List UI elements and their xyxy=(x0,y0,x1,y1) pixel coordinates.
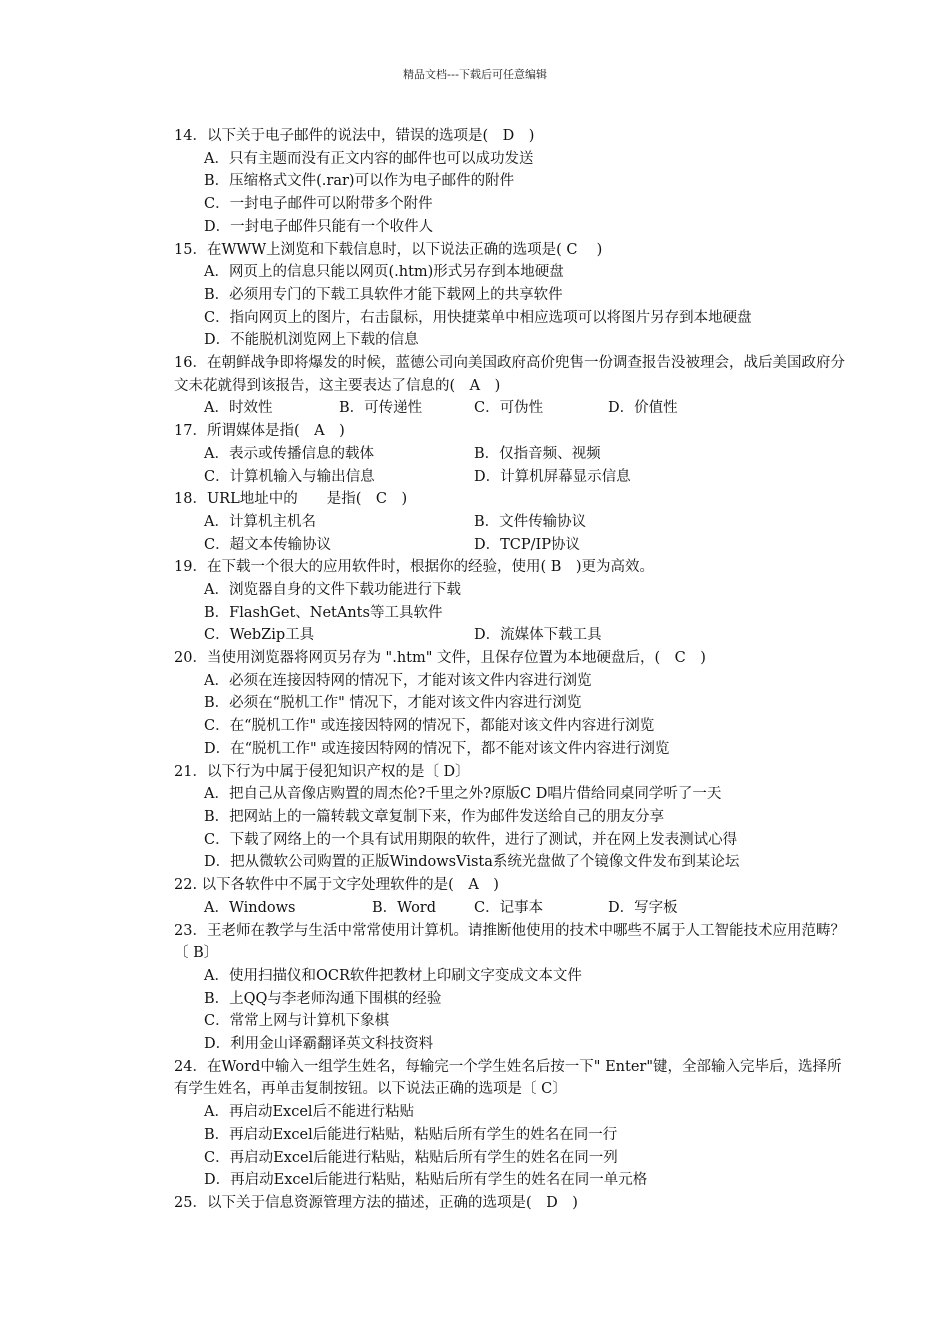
option-a: A．表示或传播信息的载体 xyxy=(204,445,374,462)
question-stem: 21．以下行为中属于侵犯知识产权的是〔 D〕 xyxy=(174,763,470,780)
option-a: A．使用扫描仪和OCR软件把教材上印刷文字变成文本文件 xyxy=(204,967,582,984)
option-a: A．再启动Excel后不能进行粘贴 xyxy=(204,1104,415,1121)
option-d: D．价值性 xyxy=(608,400,678,417)
question-stem: 14．以下关于电子邮件的说法中，错误的选项是( D ) xyxy=(174,128,535,144)
option-d: D．流媒体下载工具 xyxy=(474,627,602,644)
option-b: B．必须在“脱机工作" 情况下，才能对该文件内容进行浏览 xyxy=(204,695,582,712)
question-stem: 23．王老师在教学与生活中常常使用计算机。请推断他使用的技术中哪些不属于人工智能技术应用范畴？〔 B〕 xyxy=(174,922,845,962)
option-c: C．一封电子邮件可以附带多个附件 xyxy=(204,196,433,213)
question-18 xyxy=(174,488,854,556)
option-c: C．指向网页上的图片，右击鼠标，用快捷菜单中相应选项可以将图片另存到本地硬盘 xyxy=(204,309,752,326)
question-17 xyxy=(174,420,854,488)
option-d: D．一封电子邮件只能有一个收件人 xyxy=(204,218,434,235)
question-stem: 20．当使用浏览器将网页另存为 ".htm" 文件，且保存位置为本地硬盘后，( C ) xyxy=(174,650,706,667)
question-stem: 22. 以下各软件中不属于文字处理软件的是( A ) xyxy=(174,877,499,894)
question-15 xyxy=(174,239,854,353)
option-d: D．写字板 xyxy=(608,899,678,916)
option-c: C．WebZip工具 xyxy=(204,627,315,644)
option-d: D．TCP/IP协议 xyxy=(474,536,581,553)
option-b: B．把网站上的一篇转载文章复制下来，作为邮件发送给自己的朋友分享 xyxy=(204,809,665,825)
option-a: A．网页上的信息只能以网页(.htm)形式另存到本地硬盘 xyxy=(204,264,564,281)
option-b: B．Word xyxy=(372,899,437,916)
option-b: B．上QQ与李老师沟通下围棋的经验 xyxy=(204,990,442,1007)
option-a: A．只有主题而没有正文内容的邮件也可以成功发送 xyxy=(204,150,534,167)
option-row xyxy=(174,443,854,466)
question-list xyxy=(174,125,854,1215)
question-stem: 15．在WWW上浏览和下载信息时，以下说法正确的选项是( C ) xyxy=(174,241,603,258)
question-14 xyxy=(174,125,854,239)
question-stem: 19．在下载一个很大的应用软件时，根据你的经验，使用( B )更为高效。 xyxy=(174,559,655,576)
question-21 xyxy=(174,761,854,875)
option-d: D．再启动Excel后能进行粘贴，粘贴后所有学生的姓名在同一单元格 xyxy=(204,1172,648,1189)
option-d: D．把从微软公司购置的正版WindowsVista系统光盘做了个镜像文件发布到某论坛 xyxy=(204,854,740,871)
option-a: A．浏览器自身的文件下载功能进行下载 xyxy=(204,581,461,598)
option-row xyxy=(174,511,854,534)
option-c: C．在“脱机工作" 或连接因特网的情况下，都能对该文件内容进行浏览 xyxy=(204,718,655,735)
option-c: C．可伪性 xyxy=(474,400,544,417)
option-b: B．文件传输协议 xyxy=(474,513,587,530)
option-c: C．常常上网与计算机下象棋 xyxy=(204,1013,390,1030)
option-a: A．计算机主机名 xyxy=(204,513,316,530)
option-c: C．计算机输入与输出信息 xyxy=(204,468,375,485)
option-c: C．下载了网络上的一个具有试用期限的软件，进行了测试，并在网上发表测试心得 xyxy=(204,831,738,848)
option-b: B．压缩格式文件(.rar)可以作为电子邮件的附件 xyxy=(204,173,515,190)
option-b: B．再启动Excel后能进行粘贴，粘贴后所有学生的姓名在同一行 xyxy=(204,1126,618,1143)
question-stem: 25．以下关于信息资源管理方法的描述，正确的选项是( D ) xyxy=(174,1194,578,1211)
question-stem: 16．在朝鲜战争即将爆发的时候，蓝德公司向美国政府高价兜售一份调查报告没被理会，战后美国政府分文未花就得到该报告，这主要表达了信息的( A ) xyxy=(174,355,845,394)
option-a: A．把自己从音像店购置的周杰伦?千里之外?原版C D唱片借给同桌同学听了一天 xyxy=(204,786,722,803)
question-25 xyxy=(174,1192,854,1215)
option-b: B．仅指音频、视频 xyxy=(474,445,601,462)
option-d: D．利用金山译霸翻译英文科技资料 xyxy=(204,1036,434,1053)
option-row xyxy=(174,466,854,489)
option-row xyxy=(174,897,854,920)
question-20 xyxy=(174,647,854,761)
question-24 xyxy=(174,1056,854,1192)
option-row xyxy=(174,534,854,557)
question-stem: 18．URL地址中的 是指( C ) xyxy=(174,491,408,508)
option-b: B．FlashGet、NetAnts等工具软件 xyxy=(204,604,443,621)
question-23 xyxy=(174,920,854,1056)
option-d: D．不能脱机浏览网上下载的信息 xyxy=(204,332,419,349)
option-c: C．超文本传输协议 xyxy=(204,536,332,553)
question-stem: 24．在Word中输入一组学生姓名，每输完一个学生姓名后按一下" Enter"键，全部输入完毕后，选择所有学生姓名，再单击复制按钮。以下说法正确的选项是〔 C〕 xyxy=(174,1058,842,1098)
option-b: B．可传递性 xyxy=(339,400,423,417)
option-a: A．Windows xyxy=(204,899,296,916)
option-c: C．记事本 xyxy=(474,899,544,916)
option-row xyxy=(174,397,854,420)
question-19 xyxy=(174,556,854,647)
option-a: A．必须在连接因特网的情况下，才能对该文件内容进行浏览 xyxy=(204,672,592,689)
question-16 xyxy=(174,352,854,420)
option-a: A．时效性 xyxy=(204,400,273,417)
question-stem: 17．所谓媒体是指( A ) xyxy=(174,423,345,440)
option-b: B．必须用专门的下载工具软件才能下载网上的共享软件 xyxy=(204,286,563,303)
question-22 xyxy=(174,874,854,919)
option-d: D．计算机屏幕显示信息 xyxy=(474,468,631,485)
option-row xyxy=(174,624,854,647)
page-header: 精品文档---下载后可任意编辑 xyxy=(403,68,547,81)
option-c: C．再启动Excel后能进行粘贴，粘贴后所有学生的姓名在同一列 xyxy=(204,1149,618,1166)
option-d: D．在“脱机工作" 或连接因特网的情况下，都不能对该文件内容进行浏览 xyxy=(204,740,670,757)
